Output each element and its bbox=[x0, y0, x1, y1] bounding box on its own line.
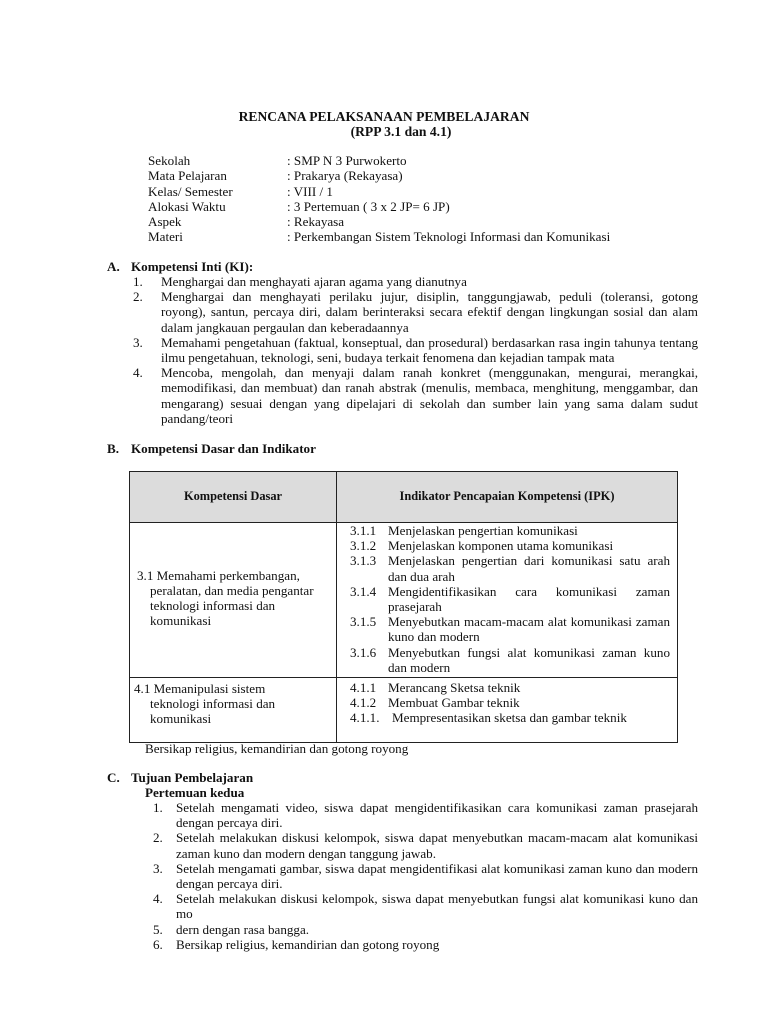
doc-subtitle: (RPP 3.1 dan 4.1) bbox=[350, 124, 452, 139]
doc-title: RENCANA PELAKSANAAN PEMBELAJARAN bbox=[238, 109, 530, 124]
ipk-item bbox=[338, 680, 676, 695]
ipk-item bbox=[338, 523, 676, 538]
ipk-text: Mengidentifikasikan cara komunikasi zaman prasejarah bbox=[388, 583, 670, 615]
section-a-heading bbox=[107, 259, 253, 274]
list-number: 2. bbox=[133, 289, 143, 305]
ipk-text: Menjelaskan pengertian komunikasi bbox=[388, 523, 578, 538]
ipk-text: Menyebutkan macam-macam alat komunikasi zaman kuno dan modern bbox=[388, 614, 670, 645]
list-number: 3. bbox=[133, 334, 143, 350]
list-number: 2. bbox=[153, 830, 163, 846]
identity-row bbox=[148, 214, 708, 229]
ipk-text: Menjelaskan komponen utama komunikasi bbox=[388, 538, 614, 554]
identity-row bbox=[148, 184, 708, 199]
attitude-note: Bersikap religius, kemandirian dan gotong royong bbox=[145, 741, 409, 756]
list-text: Setelah melakukan diskusi kelompok, siswa dapat menyebutkan fungsi alat komunikasi kuno dan mo bbox=[176, 891, 698, 922]
ipk-item bbox=[338, 584, 676, 614]
table-row bbox=[130, 523, 678, 678]
ipk-item bbox=[338, 695, 676, 710]
list-item bbox=[130, 274, 698, 289]
ipk-text: Menjelaskan pengertian dari komunikasi satu arah dan dua arah bbox=[388, 553, 670, 584]
identity-label: Materi bbox=[148, 229, 183, 245]
ipk-code: 3.1.6 bbox=[350, 644, 377, 660]
column-header-ipk: Indikator Pencapaian Kompetensi (IPK) bbox=[337, 472, 678, 523]
identity-value: : Rekayasa bbox=[287, 214, 345, 230]
ipk-item bbox=[338, 538, 676, 553]
ipk-item bbox=[338, 553, 676, 583]
identity-label: Kelas/ Semester bbox=[148, 183, 233, 199]
ipk-item bbox=[338, 645, 676, 675]
list-number: 3. bbox=[153, 860, 163, 876]
section-c-heading bbox=[107, 770, 253, 785]
ipk-item bbox=[338, 710, 676, 725]
list-item bbox=[150, 800, 698, 830]
list-text: Setelah mengamati gambar, siswa dapat mengidentifikasi alat komunikasi zaman kuno dan modern dengan percaya diri. bbox=[176, 860, 698, 892]
list-text: Menghargai dan menghayati perilaku jujur, disiplin, tanggungjawab, peduli (toleransi, gotong royong), santun, percaya diri, dalam berinteraksi secara efektif dengan lingkungan sosial dan alam dalam jangkauan pergaulan dan keberadaannya bbox=[161, 289, 698, 335]
ipk-text: Merancang Sketsa teknik bbox=[388, 680, 521, 695]
kd-first-line: 4.1 Memanipulasi sistem bbox=[134, 681, 266, 696]
meeting-subheading: Pertemuan kedua bbox=[145, 785, 245, 800]
objectives-list bbox=[150, 800, 698, 952]
identity-label: Aspek bbox=[148, 214, 182, 230]
kd-cell bbox=[130, 678, 337, 743]
list-item bbox=[150, 830, 698, 860]
ipk-code: 3.1.3 bbox=[350, 553, 377, 569]
ipk-code: 3.1.1 bbox=[350, 523, 377, 538]
identity-value: : VIII / 1 bbox=[287, 183, 333, 199]
section-title: Tujuan Pembelajaran bbox=[131, 770, 254, 785]
list-item bbox=[130, 289, 698, 335]
list-item bbox=[150, 861, 698, 891]
table-header-row bbox=[130, 472, 678, 523]
section-title: Kompetensi Dasar dan Indikator bbox=[131, 441, 316, 456]
ipk-text: Menyebutkan fungsi alat komunikasi zaman kuno dan modern bbox=[388, 644, 670, 675]
kd-text bbox=[131, 568, 335, 629]
ipk-text: Mempresentasikan sketsa dan gambar teknik bbox=[392, 710, 627, 726]
ipk-text: Membuat Gambar teknik bbox=[388, 695, 520, 711]
ipk-code: 3.1.5 bbox=[350, 614, 377, 630]
ipk-code: 3.1.2 bbox=[350, 538, 377, 554]
kd-cell bbox=[130, 523, 337, 678]
list-item bbox=[150, 922, 698, 937]
section-b-heading bbox=[107, 441, 316, 456]
identity-label: Alokasi Waktu bbox=[148, 198, 226, 214]
ipk-code: 4.1.1. bbox=[350, 710, 380, 726]
list-number: 4. bbox=[153, 891, 163, 907]
identity-value: : Perkembangan Sistem Teknologi Informasi dan Komunikasi bbox=[287, 229, 611, 245]
column-header-kd: Kompetensi Dasar bbox=[130, 472, 337, 523]
identity-value: : 3 Pertemuan ( 3 x 2 JP= 6 JP) bbox=[287, 198, 450, 214]
ipk-code: 4.1.1 bbox=[350, 680, 377, 695]
list-item bbox=[130, 365, 698, 426]
identity-label: Mata Pelajaran bbox=[148, 168, 227, 184]
identity-value: : Prakarya (Rekayasa) bbox=[287, 168, 403, 184]
identity-label: Sekolah bbox=[148, 153, 191, 168]
section-letter: B. bbox=[107, 441, 120, 456]
list-text: Mencoba, mengolah, dan menyaji dalam ranah konkret (menggunakan, mengurai, merangkai, memodifikasi, dan membuat) dan ranah abstrak (menulis, membaca, menghitung, menggambar, dan mengarang) sesuai dengan yang dipelajari di sekolah dan sumber lain yang sama dalam sudut pandang/teori bbox=[161, 365, 698, 426]
competency-table bbox=[129, 471, 678, 743]
identity-value: : SMP N 3 Purwokerto bbox=[287, 153, 407, 168]
list-text: Memahami pengetahuan (faktual, konseptual, dan prosedural) berdasarkan rasa ingin tahunya tentang ilmu pengetahuan, teknologi, seni, budaya terkait fenomena dan kejadian tampak mata bbox=[161, 334, 698, 366]
list-number: 1. bbox=[153, 800, 163, 815]
kd-rest-lines: teknologi informasi dan komunikasi bbox=[150, 696, 276, 727]
list-text: Bersikap religius, kemandirian dan gotong royong bbox=[176, 936, 440, 952]
list-text: dern dengan rasa bangga. bbox=[176, 921, 310, 937]
section-title: Kompetensi Inti (KI): bbox=[131, 259, 254, 274]
list-text: Setelah melakukan diskusi kelompok, siswa dapat menyebutkan macam-macam alat komunikasi zaman kuno dan modern dengan tanggung jawab. bbox=[176, 830, 698, 861]
identity-block bbox=[148, 153, 708, 245]
section-letter: C. bbox=[107, 770, 120, 785]
list-number: 6. bbox=[153, 936, 163, 952]
list-item bbox=[150, 937, 698, 952]
section-letter: A. bbox=[107, 259, 120, 274]
ipk-cell bbox=[337, 678, 678, 743]
list-number: 1. bbox=[133, 274, 143, 289]
ipk-item bbox=[338, 614, 676, 644]
list-number: 4. bbox=[133, 365, 143, 381]
ipk-code: 3.1.4 bbox=[350, 583, 377, 599]
kd-text bbox=[131, 679, 335, 727]
ipk-code: 4.1.2 bbox=[350, 695, 377, 711]
ipk-cell bbox=[337, 523, 678, 678]
table-row bbox=[130, 678, 678, 743]
identity-row bbox=[148, 229, 708, 244]
kd-first-line: 3.1 Memahami perkembangan, bbox=[137, 567, 300, 583]
list-text: Setelah mengamati video, siswa dapat mengidentifikasikan cara komunikasi zaman prasejarah dengan percaya diri. bbox=[176, 800, 698, 831]
list-item bbox=[150, 891, 698, 921]
identity-row bbox=[148, 199, 708, 214]
list-item bbox=[130, 335, 698, 365]
list-text: Menghargai dan menghayati ajaran agama yang dianutnya bbox=[161, 274, 467, 289]
identity-row bbox=[148, 168, 708, 183]
identity-row bbox=[148, 153, 708, 168]
list-number: 5. bbox=[153, 921, 163, 937]
kd-rest-lines: peralatan, dan media pengantar teknologi informasi dan komunikasi bbox=[150, 582, 314, 629]
ki-list bbox=[130, 274, 698, 426]
